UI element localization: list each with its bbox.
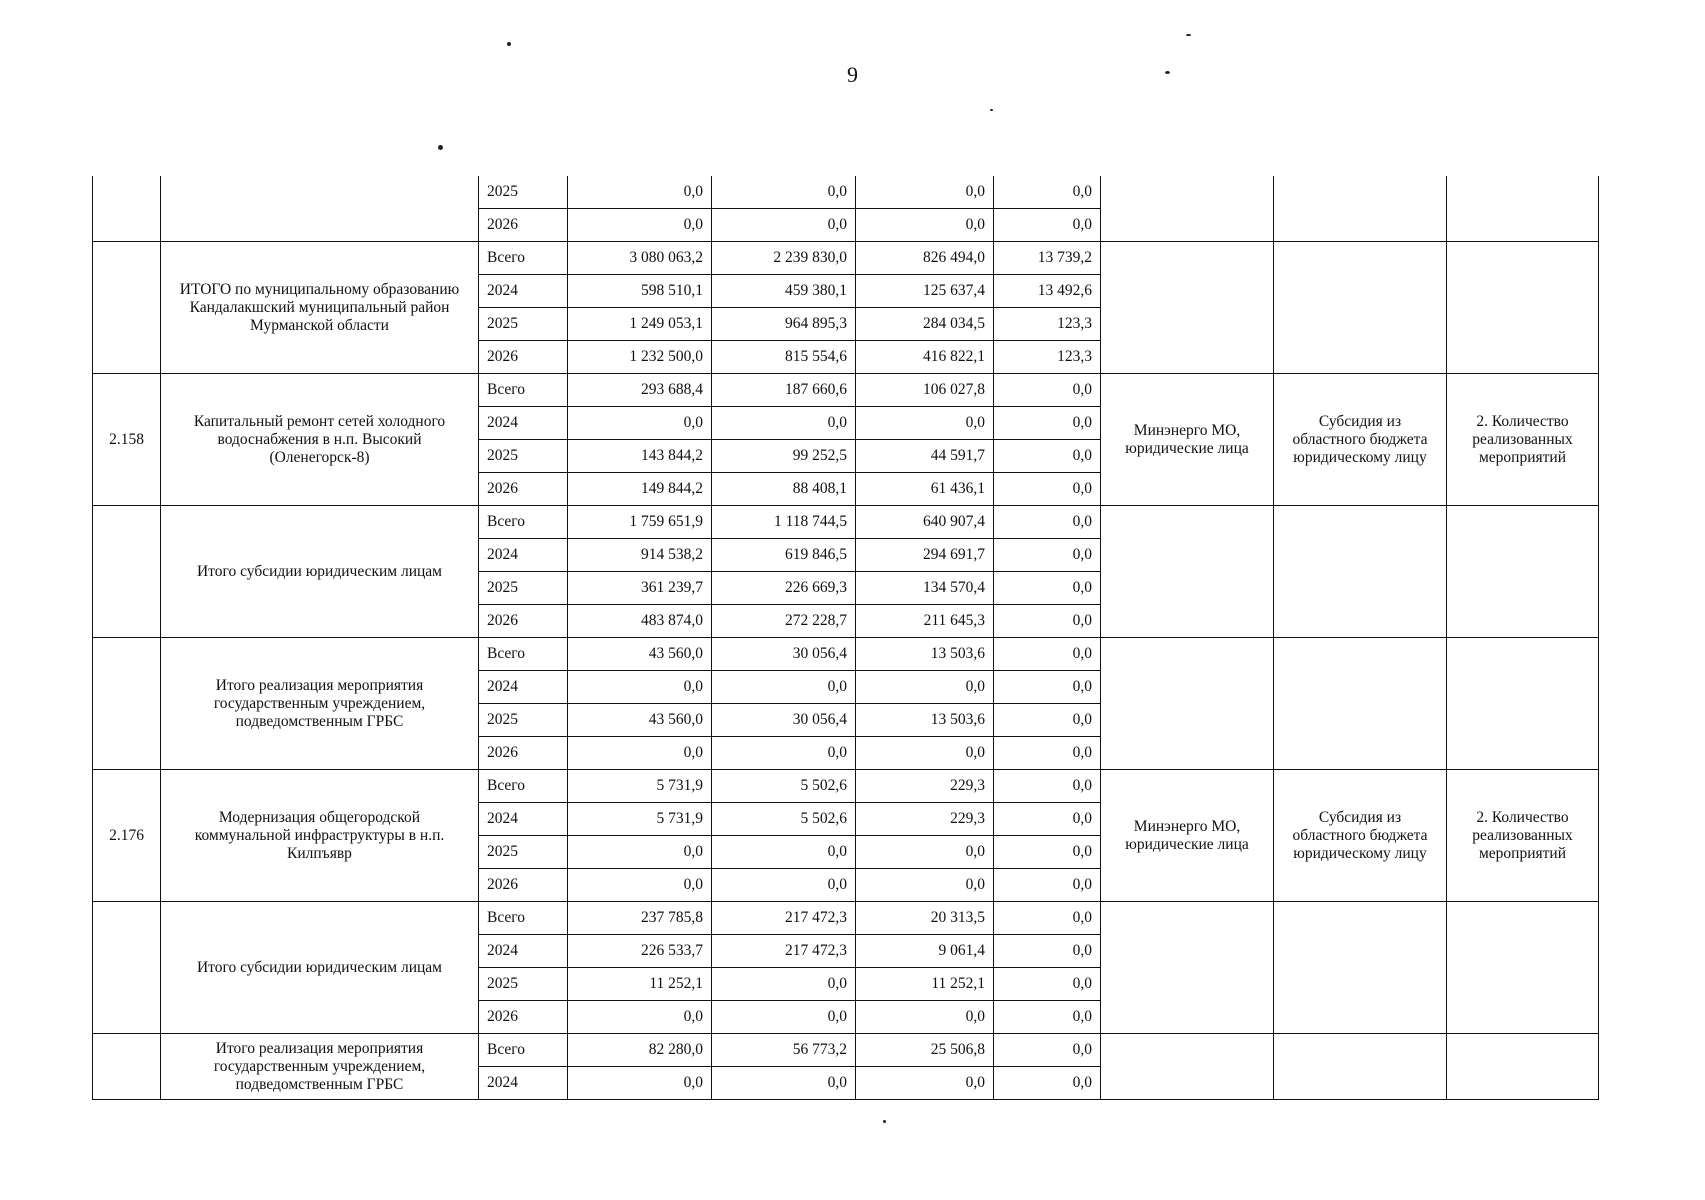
other-source-cell: 0,0	[994, 539, 1101, 572]
table-row	[93, 242, 1599, 275]
table-row	[93, 902, 1599, 935]
indicator-cell	[1447, 506, 1599, 638]
federal-budget-cell: 217 472,3	[712, 935, 856, 968]
federal-budget-cell: 88 408,1	[712, 473, 856, 506]
executor-cell: Минэнерго МО, юридические лица	[1101, 770, 1274, 902]
year-cell: 2025	[479, 836, 568, 869]
total-cell: 0,0	[568, 836, 712, 869]
executor-cell: Минэнерго МО, юридические лица	[1101, 374, 1274, 506]
regional-budget-cell: 13 503,6	[856, 638, 994, 671]
total-cell: 293 688,4	[568, 374, 712, 407]
row-code-cell	[93, 638, 161, 770]
federal-budget-cell: 226 669,3	[712, 572, 856, 605]
year-cell: 2024	[479, 275, 568, 308]
regional-budget-cell: 294 691,7	[856, 539, 994, 572]
federal-budget-cell: 964 895,3	[712, 308, 856, 341]
scan-speck	[883, 1120, 886, 1123]
indicator-cell: 2. Количество реализованных мероприятий	[1447, 374, 1599, 506]
scan-speck	[438, 145, 443, 150]
federal-budget-cell: 459 380,1	[712, 275, 856, 308]
other-source-cell: 0,0	[994, 770, 1101, 803]
year-cell: 2026	[479, 605, 568, 638]
other-source-cell: 0,0	[994, 869, 1101, 902]
total-cell: 143 844,2	[568, 440, 712, 473]
scan-speck	[507, 42, 511, 46]
other-source-cell: 123,3	[994, 308, 1101, 341]
federal-budget-cell: 0,0	[712, 968, 856, 1001]
row-code-cell	[93, 902, 161, 1034]
other-source-cell: 0,0	[994, 1067, 1101, 1100]
year-cell: Всего	[479, 770, 568, 803]
year-cell: 2024	[479, 803, 568, 836]
total-cell: 5 731,9	[568, 770, 712, 803]
other-source-cell: 0,0	[994, 803, 1101, 836]
federal-budget-cell: 0,0	[712, 737, 856, 770]
indicator-cell: 2. Количество реализованных мероприятий	[1447, 770, 1599, 902]
regional-budget-cell: 826 494,0	[856, 242, 994, 275]
other-source-cell: 0,0	[994, 407, 1101, 440]
federal-budget-cell: 5 502,6	[712, 803, 856, 836]
other-source-cell: 0,0	[994, 638, 1101, 671]
other-source-cell: 0,0	[994, 968, 1101, 1001]
table-row	[93, 638, 1599, 671]
year-cell: 2025	[479, 308, 568, 341]
row-name-cell: Итого реализация мероприятия государственным учреждением, подведомственным ГРБС	[161, 1034, 479, 1100]
row-name-cell: Итого субсидии юридическим лицам	[161, 902, 479, 1034]
regional-budget-cell: 0,0	[856, 869, 994, 902]
indicator-cell	[1447, 176, 1599, 242]
regional-budget-cell: 125 637,4	[856, 275, 994, 308]
row-name-cell: Итого субсидии юридическим лицам	[161, 506, 479, 638]
regional-budget-cell: 25 506,8	[856, 1034, 994, 1067]
federal-budget-cell: 0,0	[712, 1067, 856, 1100]
regional-budget-cell: 229,3	[856, 803, 994, 836]
federal-budget-cell: 0,0	[712, 209, 856, 242]
other-source-cell: 13 739,2	[994, 242, 1101, 275]
other-source-cell: 0,0	[994, 605, 1101, 638]
other-source-cell: 123,3	[994, 341, 1101, 374]
year-cell: 2024	[479, 935, 568, 968]
regional-budget-cell: 11 252,1	[856, 968, 994, 1001]
other-source-cell: 0,0	[994, 935, 1101, 968]
row-code-cell	[93, 176, 161, 242]
other-source-cell: 0,0	[994, 440, 1101, 473]
federal-budget-cell: 272 228,7	[712, 605, 856, 638]
total-cell: 361 239,7	[568, 572, 712, 605]
regional-budget-cell: 61 436,1	[856, 473, 994, 506]
regional-budget-cell: 44 591,7	[856, 440, 994, 473]
indicator-cell	[1447, 902, 1599, 1034]
federal-budget-cell: 2 239 830,0	[712, 242, 856, 275]
other-source-cell: 0,0	[994, 737, 1101, 770]
budget-table	[92, 176, 1599, 1100]
total-cell: 0,0	[568, 176, 712, 209]
other-source-cell: 0,0	[994, 836, 1101, 869]
total-cell: 0,0	[568, 671, 712, 704]
federal-budget-cell: 30 056,4	[712, 704, 856, 737]
year-cell: 2024	[479, 671, 568, 704]
federal-budget-cell: 187 660,6	[712, 374, 856, 407]
row-code-cell: 2.176	[93, 770, 161, 902]
total-cell: 82 280,0	[568, 1034, 712, 1067]
year-cell: 2026	[479, 209, 568, 242]
regional-budget-cell: 0,0	[856, 737, 994, 770]
regional-budget-cell: 416 822,1	[856, 341, 994, 374]
federal-budget-cell: 619 846,5	[712, 539, 856, 572]
other-source-cell: 0,0	[994, 572, 1101, 605]
federal-budget-cell: 1 118 744,5	[712, 506, 856, 539]
total-cell: 483 874,0	[568, 605, 712, 638]
other-source-cell: 0,0	[994, 704, 1101, 737]
total-cell: 598 510,1	[568, 275, 712, 308]
federal-budget-cell: 5 502,6	[712, 770, 856, 803]
executor-cell	[1101, 176, 1274, 242]
executor-cell	[1101, 1034, 1274, 1100]
regional-budget-cell: 134 570,4	[856, 572, 994, 605]
other-source-cell: 0,0	[994, 473, 1101, 506]
row-name-cell: Итого реализация мероприятия государственным учреждением, подведомственным ГРБС	[161, 638, 479, 770]
row-name-cell: ИТОГО по муниципальному образованию Кандалакшский муниципальный район Мурманской области	[161, 242, 479, 374]
federal-budget-cell: 0,0	[712, 1001, 856, 1034]
regional-budget-cell: 0,0	[856, 176, 994, 209]
total-cell: 43 560,0	[568, 704, 712, 737]
scan-speck	[990, 109, 993, 111]
indicator-cell	[1447, 1034, 1599, 1100]
federal-budget-cell: 99 252,5	[712, 440, 856, 473]
year-cell: Всего	[479, 1034, 568, 1067]
regional-budget-cell: 0,0	[856, 836, 994, 869]
total-cell: 1 249 053,1	[568, 308, 712, 341]
executor-cell	[1101, 638, 1274, 770]
federal-budget-cell: 0,0	[712, 869, 856, 902]
other-source-cell: 0,0	[994, 902, 1101, 935]
page-number: 9	[847, 62, 858, 87]
federal-budget-cell: 0,0	[712, 176, 856, 209]
regional-budget-cell: 0,0	[856, 1067, 994, 1100]
year-cell: 2024	[479, 407, 568, 440]
total-cell: 43 560,0	[568, 638, 712, 671]
total-cell: 237 785,8	[568, 902, 712, 935]
year-cell: 2024	[479, 539, 568, 572]
total-cell: 0,0	[568, 737, 712, 770]
regional-budget-cell: 211 645,3	[856, 605, 994, 638]
federal-budget-cell: 0,0	[712, 671, 856, 704]
total-cell: 0,0	[568, 869, 712, 902]
regional-budget-cell: 0,0	[856, 1001, 994, 1034]
other-source-cell: 0,0	[994, 671, 1101, 704]
year-cell: Всего	[479, 374, 568, 407]
year-cell: 2025	[479, 968, 568, 1001]
regional-budget-cell: 0,0	[856, 671, 994, 704]
regional-budget-cell: 229,3	[856, 770, 994, 803]
funding-source-cell	[1274, 176, 1447, 242]
year-cell: Всего	[479, 242, 568, 275]
regional-budget-cell: 640 907,4	[856, 506, 994, 539]
executor-cell	[1101, 902, 1274, 1034]
year-cell: 2025	[479, 704, 568, 737]
table-row	[93, 374, 1599, 407]
other-source-cell: 0,0	[994, 176, 1101, 209]
table-row	[93, 770, 1599, 803]
total-cell: 0,0	[568, 1067, 712, 1100]
year-cell: Всего	[479, 902, 568, 935]
other-source-cell: 0,0	[994, 374, 1101, 407]
row-name-cell: Капитальный ремонт сетей холодного водоснабжения в н.п. Высокий (Оленегорск-8)	[161, 374, 479, 506]
other-source-cell: 0,0	[994, 1001, 1101, 1034]
budget-table-body	[93, 176, 1599, 1100]
total-cell: 914 538,2	[568, 539, 712, 572]
table-row	[93, 506, 1599, 539]
total-cell: 1 759 651,9	[568, 506, 712, 539]
federal-budget-cell: 815 554,6	[712, 341, 856, 374]
row-code-cell	[93, 1034, 161, 1100]
year-cell: 2025	[479, 572, 568, 605]
row-name-cell: Модернизация общегородской коммунальной инфраструктуры в н.п. Килпъявр	[161, 770, 479, 902]
funding-source-cell	[1274, 1034, 1447, 1100]
total-cell: 3 080 063,2	[568, 242, 712, 275]
scan-speck	[1165, 71, 1170, 74]
federal-budget-cell: 217 472,3	[712, 902, 856, 935]
executor-cell	[1101, 506, 1274, 638]
funding-source-cell	[1274, 638, 1447, 770]
federal-budget-cell: 0,0	[712, 407, 856, 440]
total-cell: 0,0	[568, 1001, 712, 1034]
scan-speck	[1186, 34, 1191, 36]
federal-budget-cell: 30 056,4	[712, 638, 856, 671]
total-cell: 226 533,7	[568, 935, 712, 968]
federal-budget-cell: 0,0	[712, 836, 856, 869]
federal-budget-cell: 56 773,2	[712, 1034, 856, 1067]
funding-source-cell	[1274, 506, 1447, 638]
table-row	[93, 1034, 1599, 1067]
other-source-cell: 0,0	[994, 209, 1101, 242]
total-cell: 0,0	[568, 209, 712, 242]
total-cell: 5 731,9	[568, 803, 712, 836]
indicator-cell	[1447, 638, 1599, 770]
indicator-cell	[1447, 242, 1599, 374]
year-cell: Всего	[479, 506, 568, 539]
year-cell: 2024	[479, 1067, 568, 1100]
year-cell: 2026	[479, 473, 568, 506]
year-cell: 2026	[479, 737, 568, 770]
funding-source-cell: Субсидия из областного бюджета юридическому лицу	[1274, 770, 1447, 902]
other-source-cell: 13 492,6	[994, 275, 1101, 308]
year-cell: 2026	[479, 1001, 568, 1034]
funding-source-cell: Субсидия из областного бюджета юридическому лицу	[1274, 374, 1447, 506]
funding-source-cell	[1274, 242, 1447, 374]
year-cell: 2025	[479, 440, 568, 473]
regional-budget-cell: 284 034,5	[856, 308, 994, 341]
total-cell: 0,0	[568, 407, 712, 440]
regional-budget-cell: 0,0	[856, 407, 994, 440]
year-cell: 2026	[479, 869, 568, 902]
regional-budget-cell: 13 503,6	[856, 704, 994, 737]
table-row	[93, 176, 1599, 209]
row-code-cell: 2.158	[93, 374, 161, 506]
row-name-cell	[161, 176, 479, 242]
regional-budget-cell: 106 027,8	[856, 374, 994, 407]
regional-budget-cell: 9 061,4	[856, 935, 994, 968]
other-source-cell: 0,0	[994, 1034, 1101, 1067]
total-cell: 1 232 500,0	[568, 341, 712, 374]
row-code-cell	[93, 242, 161, 374]
regional-budget-cell: 0,0	[856, 209, 994, 242]
regional-budget-cell: 20 313,5	[856, 902, 994, 935]
total-cell: 11 252,1	[568, 968, 712, 1001]
year-cell: Всего	[479, 638, 568, 671]
other-source-cell: 0,0	[994, 506, 1101, 539]
total-cell: 149 844,2	[568, 473, 712, 506]
funding-source-cell	[1274, 902, 1447, 1034]
row-code-cell	[93, 506, 161, 638]
year-cell: 2026	[479, 341, 568, 374]
year-cell: 2025	[479, 176, 568, 209]
executor-cell	[1101, 242, 1274, 374]
